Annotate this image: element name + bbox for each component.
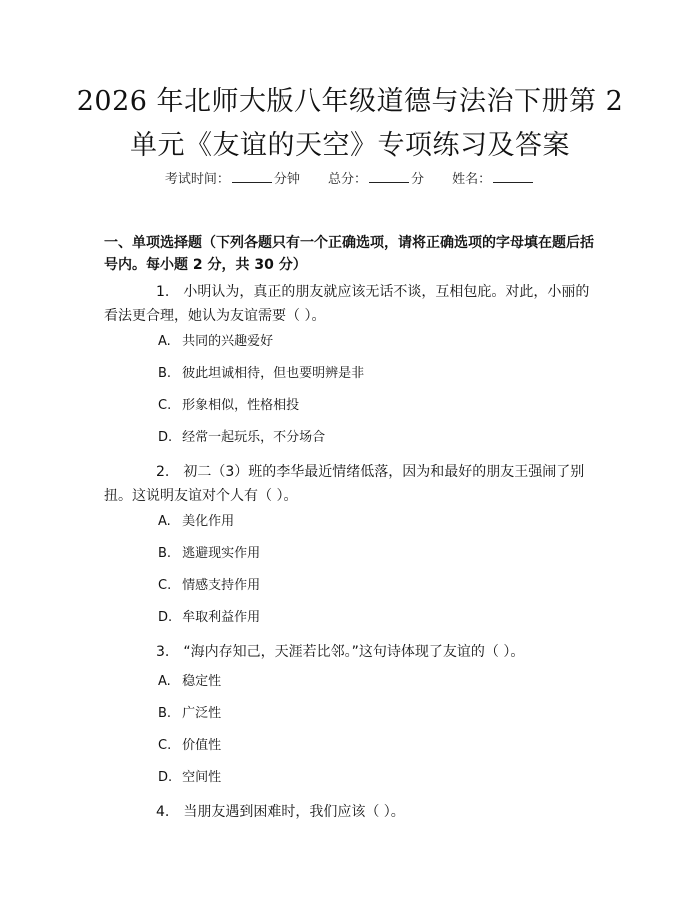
- option-2a: [158, 512, 234, 532]
- question-text: 小明认为，真正的朋友就应该无话不谈，互相包庇。对此，小丽的看法更合理，她认为友谊需要（ ）。: [104, 284, 590, 324]
- question-number: 1.: [156, 284, 170, 300]
- time-unit: 分钟: [273, 172, 300, 187]
- title-line-1: 2026 年北师大版八年级道德与法治下册第 2: [76, 86, 624, 117]
- option-3b: [158, 704, 221, 724]
- question-3: [104, 640, 602, 664]
- score-blank: [369, 170, 409, 183]
- title-line-2: 单元《友谊的天空》专项练习及答案: [130, 130, 570, 161]
- option-letter: B.: [158, 366, 172, 381]
- option-letter: C.: [158, 578, 172, 593]
- option-3d: [158, 768, 221, 788]
- question-text: 初二（3）班的李华最近情绪低落，因为和最好的朋友王强闹了别扭。这说明友谊对个人有（ ）。: [104, 464, 585, 504]
- option-letter: B.: [158, 706, 172, 721]
- option-text: 共同的兴趣爱好: [182, 334, 274, 349]
- question-number: 3.: [156, 644, 170, 660]
- option-letter: A.: [158, 514, 171, 529]
- section-heading: 一、单项选择题（下列各题只有一个正确选项，请将正确选项的字母填在题后括号内。每小题 2 分，共 30 分）: [104, 235, 594, 273]
- exam-meta: [0, 168, 700, 187]
- option-3a: [158, 672, 221, 692]
- exam-time: [165, 168, 300, 187]
- option-1a: [158, 332, 273, 352]
- option-letter: A.: [158, 674, 171, 689]
- score-label: 总分：: [327, 172, 367, 187]
- option-letter: C.: [158, 738, 172, 753]
- question-text: 当朋友遇到困难时，我们应该（ ）。: [183, 804, 405, 820]
- question-number: 2.: [156, 464, 170, 480]
- option-text: 价值性: [182, 738, 222, 753]
- option-1b: [158, 364, 364, 384]
- question-4: [104, 800, 602, 824]
- option-text: 美化作用: [182, 514, 235, 529]
- time-label: 考试时间：: [164, 172, 230, 187]
- option-letter: D.: [158, 430, 173, 445]
- option-text: 经常一起玩乐，不分场合: [182, 430, 326, 445]
- option-text: 情感支持作用: [182, 578, 261, 593]
- option-text: 稳定性: [182, 674, 222, 689]
- exam-score: [328, 168, 424, 187]
- option-text: 彼此坦诚相待，但也要明辨是非: [182, 366, 365, 381]
- question-number: 4.: [156, 804, 170, 820]
- time-blank: [232, 170, 272, 183]
- question-1: [104, 280, 602, 328]
- option-text: 逃避现实作用: [182, 546, 261, 561]
- exam-name: [452, 168, 535, 187]
- name-label: 姓名：: [452, 172, 492, 187]
- score-unit: 分: [411, 172, 425, 187]
- question-2: [104, 460, 602, 508]
- option-letter: C.: [158, 398, 172, 413]
- option-letter: D.: [158, 610, 173, 625]
- question-text: “海内存知己，天涯若比邻。”这句诗体现了友谊的（ ）。: [183, 644, 525, 660]
- option-letter: D.: [158, 770, 173, 785]
- option-text: 牟取利益作用: [182, 610, 261, 625]
- document-title: [60, 80, 640, 168]
- name-blank: [493, 170, 533, 183]
- option-2d: [158, 608, 260, 628]
- option-3c: [158, 736, 221, 756]
- option-1c: [158, 396, 299, 416]
- option-2c: [158, 576, 260, 596]
- option-letter: A.: [158, 334, 171, 349]
- option-2b: [158, 544, 260, 564]
- option-text: 广泛性: [182, 706, 222, 721]
- option-letter: B.: [158, 546, 172, 561]
- option-1d: [158, 428, 325, 448]
- option-text: 空间性: [182, 770, 222, 785]
- option-text: 形象相似，性格相投: [182, 398, 300, 413]
